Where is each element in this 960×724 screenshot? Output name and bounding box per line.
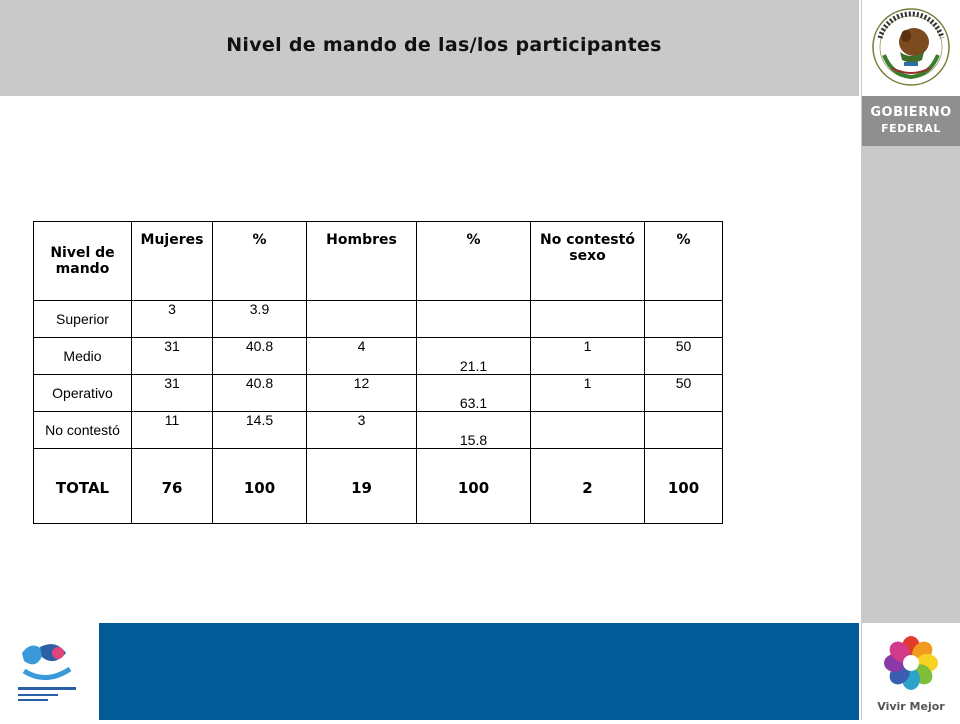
header-no-contesto: No contestó sexo: [531, 222, 645, 301]
cell-label: Medio: [34, 338, 132, 375]
cell: 50: [645, 338, 723, 375]
vivir-mejor-text: Vivir Mejor: [877, 700, 945, 713]
header-hombres-pct: %: [417, 222, 531, 301]
gobierno-federal-logo: [862, 96, 960, 146]
header-no-contesto-pct: %: [645, 222, 723, 301]
header-nivel: Nivel de mando: [34, 222, 132, 301]
cell: 31: [132, 338, 213, 375]
cell: 1: [531, 375, 645, 412]
gov-line2: FEDERAL: [881, 122, 941, 135]
total-cell: 100: [645, 449, 723, 524]
cell-label: Operativo: [34, 375, 132, 412]
table-row: [34, 412, 723, 449]
page-title: Nivel de mando de las/los participantes: [226, 34, 662, 56]
total-cell: 100: [213, 449, 307, 524]
participants-table: [33, 221, 723, 524]
cell: [417, 301, 531, 338]
cell: 3.9: [213, 301, 307, 338]
cell-label: Superior: [34, 301, 132, 338]
table-row: [34, 375, 723, 412]
total-cell: 19: [307, 449, 417, 524]
mexican-coat-of-arms-icon: [862, 0, 960, 96]
inmujeres-logo: [0, 623, 99, 720]
table-row: [34, 301, 723, 338]
total-cell: 76: [132, 449, 213, 524]
cell: 4: [307, 338, 417, 375]
cell: 15.8: [417, 412, 531, 449]
total-cell: 2: [531, 449, 645, 524]
vivir-mejor-logo: [862, 623, 960, 720]
gov-line1: GOBIERNO: [870, 105, 952, 120]
header-mujeres-pct: %: [213, 222, 307, 301]
footer-blue-band: [99, 623, 859, 720]
seal-box: [862, 0, 960, 96]
inmujeres-logo-icon: [0, 623, 99, 720]
cell: 14.5: [213, 412, 307, 449]
cell: 1: [531, 338, 645, 375]
cell: 40.8: [213, 375, 307, 412]
table-total-row: [34, 449, 723, 524]
cell: 3: [132, 301, 213, 338]
header-mujeres: Mujeres: [132, 222, 213, 301]
cell-label: No contestó: [34, 412, 132, 449]
cell: 21.1: [417, 338, 531, 375]
cell: [645, 301, 723, 338]
table-row: [34, 338, 723, 375]
cell: 63.1: [417, 375, 531, 412]
cell: 11: [132, 412, 213, 449]
cell: [645, 412, 723, 449]
total-cell: 100: [417, 449, 531, 524]
cell: 40.8: [213, 338, 307, 375]
table-header-row: [34, 222, 723, 301]
cell: 3: [307, 412, 417, 449]
cell: 12: [307, 375, 417, 412]
header-hombres: Hombres: [307, 222, 417, 301]
cell: 31: [132, 375, 213, 412]
vivir-mejor-flower-icon: [862, 623, 960, 701]
cell: [531, 301, 645, 338]
cell: 50: [645, 375, 723, 412]
cell: [531, 412, 645, 449]
total-label: TOTAL: [34, 449, 132, 524]
cell: [307, 301, 417, 338]
